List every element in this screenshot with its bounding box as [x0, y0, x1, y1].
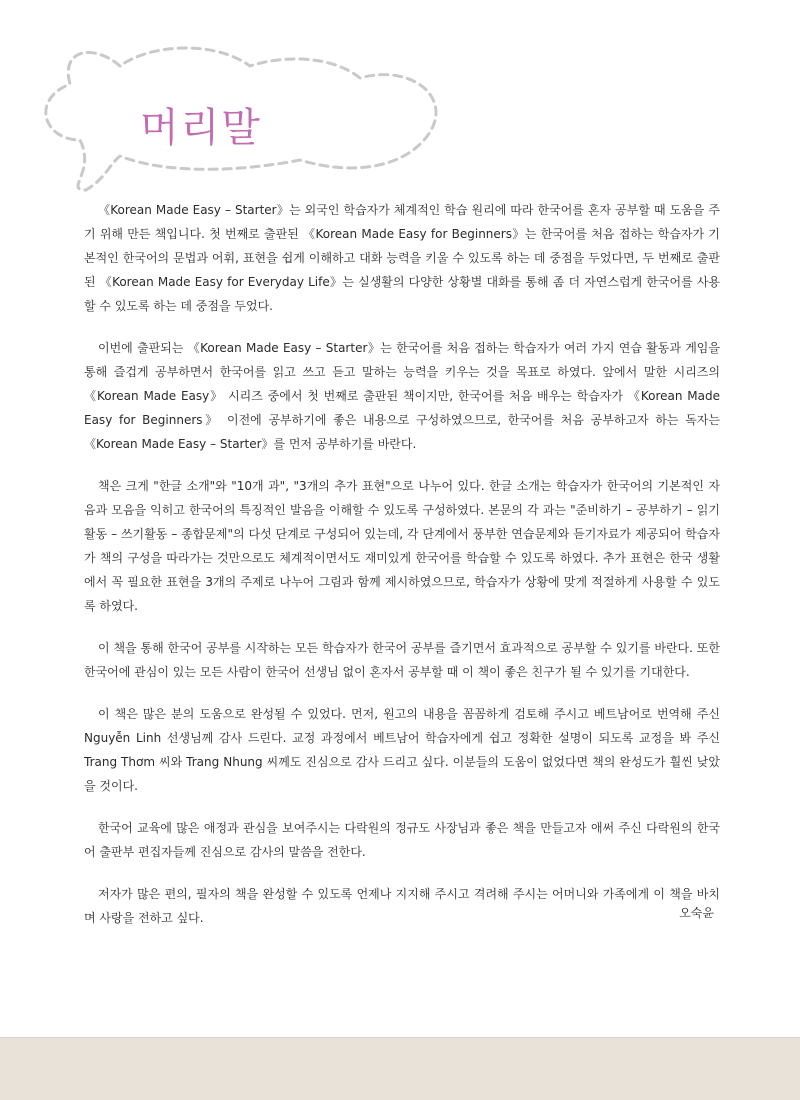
- paragraph-1: 《Korean Made Easy – Starter》는 외국인 학습자가 체계적인 학습 원리에 따라 한국어를 혼자 공부할 때 도움을 주기 위해 만든 책입니다. 첫 번째로 출판된 《Korean Made Easy for Beginners》는 한국어를 처음 접하는 학습자가 기본적인 한국어의 문법과 어휘, 표현을 쉽게 이해하고 대화 능력을 키울 수 있도록 하는 데 중점을 두었다면, 두 번째로 출판된 《Korean Made Easy for Everyday Life》는 실생활의 다양한 상황별 대화를 통해 좀 더 자연스럽게 한국어를 사용할 수 있도록 하는 데 중점을 두었다.: [84, 203, 720, 313]
- footer-band: [0, 1037, 800, 1100]
- preface-body: [84, 198, 720, 948]
- paragraph-5: 이 책은 많은 분의 도움으로 완성될 수 있었다. 먼저, 원고의 내용을 꼼꼼하게 검토해 주시고 베트남어로 번역해 주신 Nguyễn Linh 선생님께 감사 드린다. 교정 과정에서 베트남어 학습자에게 쉽고 정확한 설명이 되도록 교정을 봐 주신 Trang Thơm 씨와 Trang Nhung 씨께도 진심으로 감사 드리고 싶다. 이분들의 도움이 없었다면 책의 완성도가 훨씬 낮았을 것이다.: [84, 707, 720, 793]
- paragraph-4: 이 책을 통해 한국어 공부를 시작하는 모든 학습자가 한국어 공부를 즐기면서 효과적으로 공부할 수 있기를 바란다. 또한 한국어에 관심이 있는 모든 사람이 한국어 선생님 없이 혼자서 공부할 때 이 책이 좋은 친구가 될 수 있기를 기대한다.: [84, 641, 720, 679]
- page-title: 머리말: [140, 105, 262, 151]
- paragraph-3: 책은 크게 "한글 소개"와 "10개 과", "3개의 추가 표현"으로 나누어 있다. 한글 소개는 학습자가 한국어의 기본적인 자음과 모음을 익히고 한국어의 특징적인 발음을 이해할 수 있도록 구성하였다. 본문의 각 과는 "준비하기 – 공부하기 – 읽기활동 – 쓰기활동 – 종합문제"의 다섯 단계로 구성되어 있는데, 각 단계에서 풍부한 연습문제와 듣기자료가 제공되어 학습자가 책의 구성을 따라가는 것만으로도 체계적이면서도 재미있게 한국어를 학습할 수 있도록 하였다. 추가 표현은 한국 생활에서 꼭 필요한 표현을 3개의 주제로 나누어 그림과 함께 제시하였으므로, 학습자가 상황에 맞게 적절하게 사용할 수 있도록 하였다.: [84, 479, 720, 613]
- author-signature: 오숙윤: [679, 906, 714, 920]
- paragraph-6: 한국어 교육에 많은 애정과 관심을 보여주시는 다락원의 정규도 사장님과 좋은 책을 만들고자 애써 주신 다락원의 한국어 출판부 편집자들께 진심으로 감사의 말씀을 전한다.: [84, 821, 720, 859]
- paragraph-7: 저자가 많은 편의, 필자의 책을 완성할 수 있도록 언제나 지지해 주시고 격려해 주시는 어머니와 가족에게 이 책을 바치며 사랑을 전하고 싶다.: [84, 887, 720, 925]
- speech-bubble-frame: [0, 0, 800, 200]
- paragraph-2: 이번에 출판되는 《Korean Made Easy – Starter》는 한국어를 처음 접하는 학습자가 여러 가지 연습 활동과 게임을 통해 즐겁게 공부하면서 한국어를 읽고 쓰고 듣고 말하는 능력을 키우는 것을 목표로 하였다. 앞에서 말한 시리즈의 《Korean Made Easy》 시리즈 중에서 첫 번째로 출판된 책이지만, 한국어를 처음 배우는 학습자가 《Korean Made Easy for Beginners》 이전에 공부하기에 좋은 내용으로 구성하였으므로, 한국어를 처음 공부하고자 하는 독자는 《Korean Made Easy – Starter》를 먼저 공부하기를 바란다.: [84, 341, 720, 451]
